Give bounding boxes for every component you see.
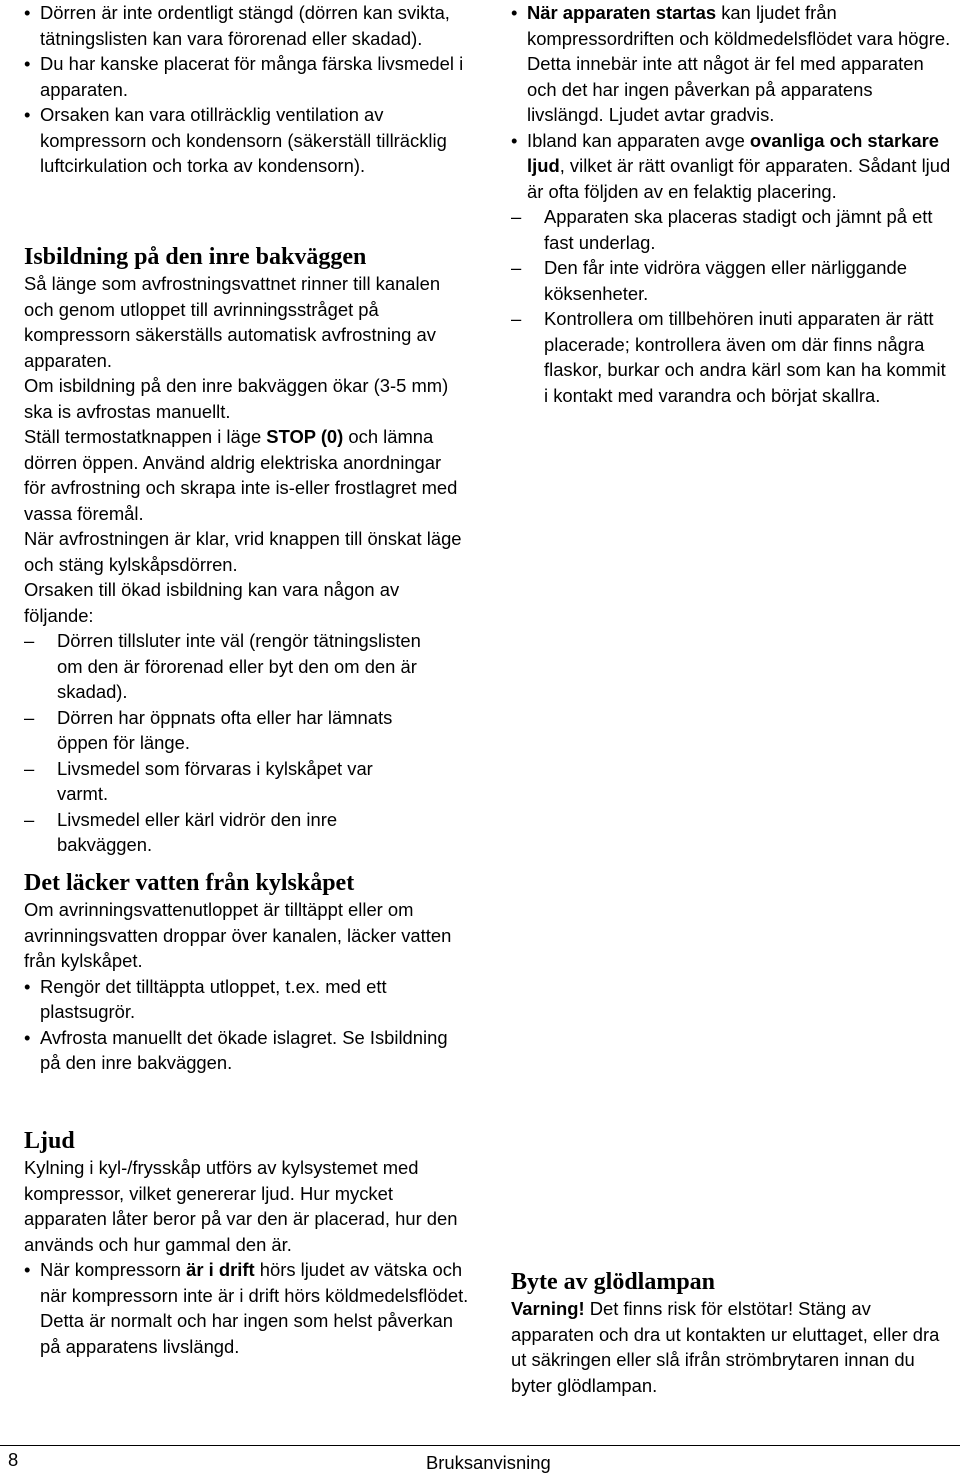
dash-list — [511, 204, 951, 408]
page-number: 8 — [8, 1449, 19, 1470]
bullet-list — [24, 1257, 474, 1359]
paragraph: Så länge som avfrostningsvattnet rinner till kanalen och genom utloppet till avrinningsstråget på kompressorn säkerställs automatisk avfrostning av apparaten. — [24, 273, 441, 371]
list-item: • Dörren är inte ordentligt stängd (dörren kan svikta, tätningslisten kan vara förorenad eller skadad). — [24, 0, 464, 51]
ljud-section — [24, 1127, 474, 1359]
isbildning-section — [24, 243, 464, 858]
paragraph: Orsaken till ökad isbildning kan vara någon av följande: — [24, 579, 400, 626]
list-item: • Orsaken kan vara otillräcklig ventilation av kompressorn och kondensorn (säkerställ tillräcklig luftcirkulation och torka av kondensorn). — [24, 102, 464, 179]
list-item: • Avfrosta manuellt det ökade islagret. Se Isbildning på den inre bakväggen. — [24, 1025, 454, 1076]
paragraph: När avfrostningen är klar, vrid knappen till önskat läge och stäng kylskåpsdörren. — [24, 528, 462, 575]
dash-list — [24, 628, 424, 858]
section-heading: Det läcker vatten från kylskåpet — [24, 870, 355, 896]
section-heading: Byte av glödlampan — [511, 1269, 716, 1295]
list-item: – Kontrollera om tillbehören inuti apparaten är rätt placerade; kontrollera även om där finns några flaskor, burkar och andra kärl som kan ha kommit i kontakt med varandra och börjat skallra. — [511, 306, 951, 408]
col2-top-section — [511, 0, 951, 408]
paragraph: Om avrinningsvattenutloppet är tilltäppt eller om avrinningsvatten droppar över kanalen, läcker vatten från kylskåpet. — [24, 899, 452, 971]
list-item: – Dörren har öppnats ofta eller har lämnats öppen för länge. — [24, 705, 424, 756]
bullet-list — [24, 0, 464, 179]
list-item: • När kompressorn är i drift hörs ljudet av vätska och när kompressorn inte är i drift hörs köldmedelsflödet. Detta är normalt och har ingen som helst påverkan på apparatens livslängd. — [24, 1257, 474, 1359]
list-item: • Ibland kan apparaten avge ovanliga och starkare ljud, vilket är rätt ovanligt för apparaten. Sådant ljud är ofta följden av en felaktig placering. — [511, 128, 951, 205]
bullet-list — [511, 0, 951, 204]
list-item: – Den får inte vidröra väggen eller närliggande köksenheter. — [511, 255, 951, 306]
lacker-section — [24, 869, 454, 1076]
list-item: • Du har kanske placerat för många färska livsmedel i apparaten. — [24, 51, 464, 102]
section-heading: Ljud — [24, 1128, 75, 1154]
paragraph: Ställ termostatknappen i läge STOP (0) och lämna dörren öppen. Använd aldrig elektriska anordningar för avfrostning och skrapa inte is-eller frostlagret med vassa föremål. — [24, 426, 458, 524]
paragraph: Om isbildning på den inre bakväggen ökar (3-5 mm) ska is avfrostas manuellt. — [24, 375, 449, 422]
footer-rule — [0, 1445, 960, 1446]
list-item: – Livsmedel eller kärl vidrör den inre bakväggen. — [24, 807, 424, 858]
list-item: – Dörren tillsluter inte väl (rengör tätningslisten om den är förorenad eller byt den om den är skadad). — [24, 628, 424, 705]
paragraph: Varning! Det finns risk för elstötar! Stäng av apparaten och dra ut kontakten ur eluttaget, eller dra ut säkringen eller slå ifrån strömbrytaren innan du byter glödlampan. — [511, 1298, 940, 1396]
section-heading: Isbildning på den inre bakväggen — [24, 244, 367, 270]
list-item: • När apparaten startas kan ljudet från kompressordriften och köldmedelsflödet vara högre. Detta innebär inte att något är fel med apparaten och det har ingen påverkan på apparatens livslängd. Ljudet avtar gradvis. — [511, 0, 951, 128]
bullet-list — [24, 974, 454, 1076]
list-item: – Apparaten ska placeras stadigt och jämnt på ett fast underlag. — [511, 204, 951, 255]
col1-top-section — [24, 0, 464, 179]
footer-title: Bruksanvisning — [426, 1452, 551, 1473]
byte-section — [511, 1268, 951, 1398]
list-item: – Livsmedel som förvaras i kylskåpet var varmt. — [24, 756, 424, 807]
paragraph: Kylning i kyl-/frysskåp utförs av kylsystemet med kompressor, vilket genererar ljud. Hur mycket apparaten låter beror på var den är placerad, hur den används och hur gammal den är. — [24, 1157, 458, 1255]
list-item: • Rengör det tilltäppta utloppet, t.ex. med ett plastsugrör. — [24, 974, 454, 1025]
